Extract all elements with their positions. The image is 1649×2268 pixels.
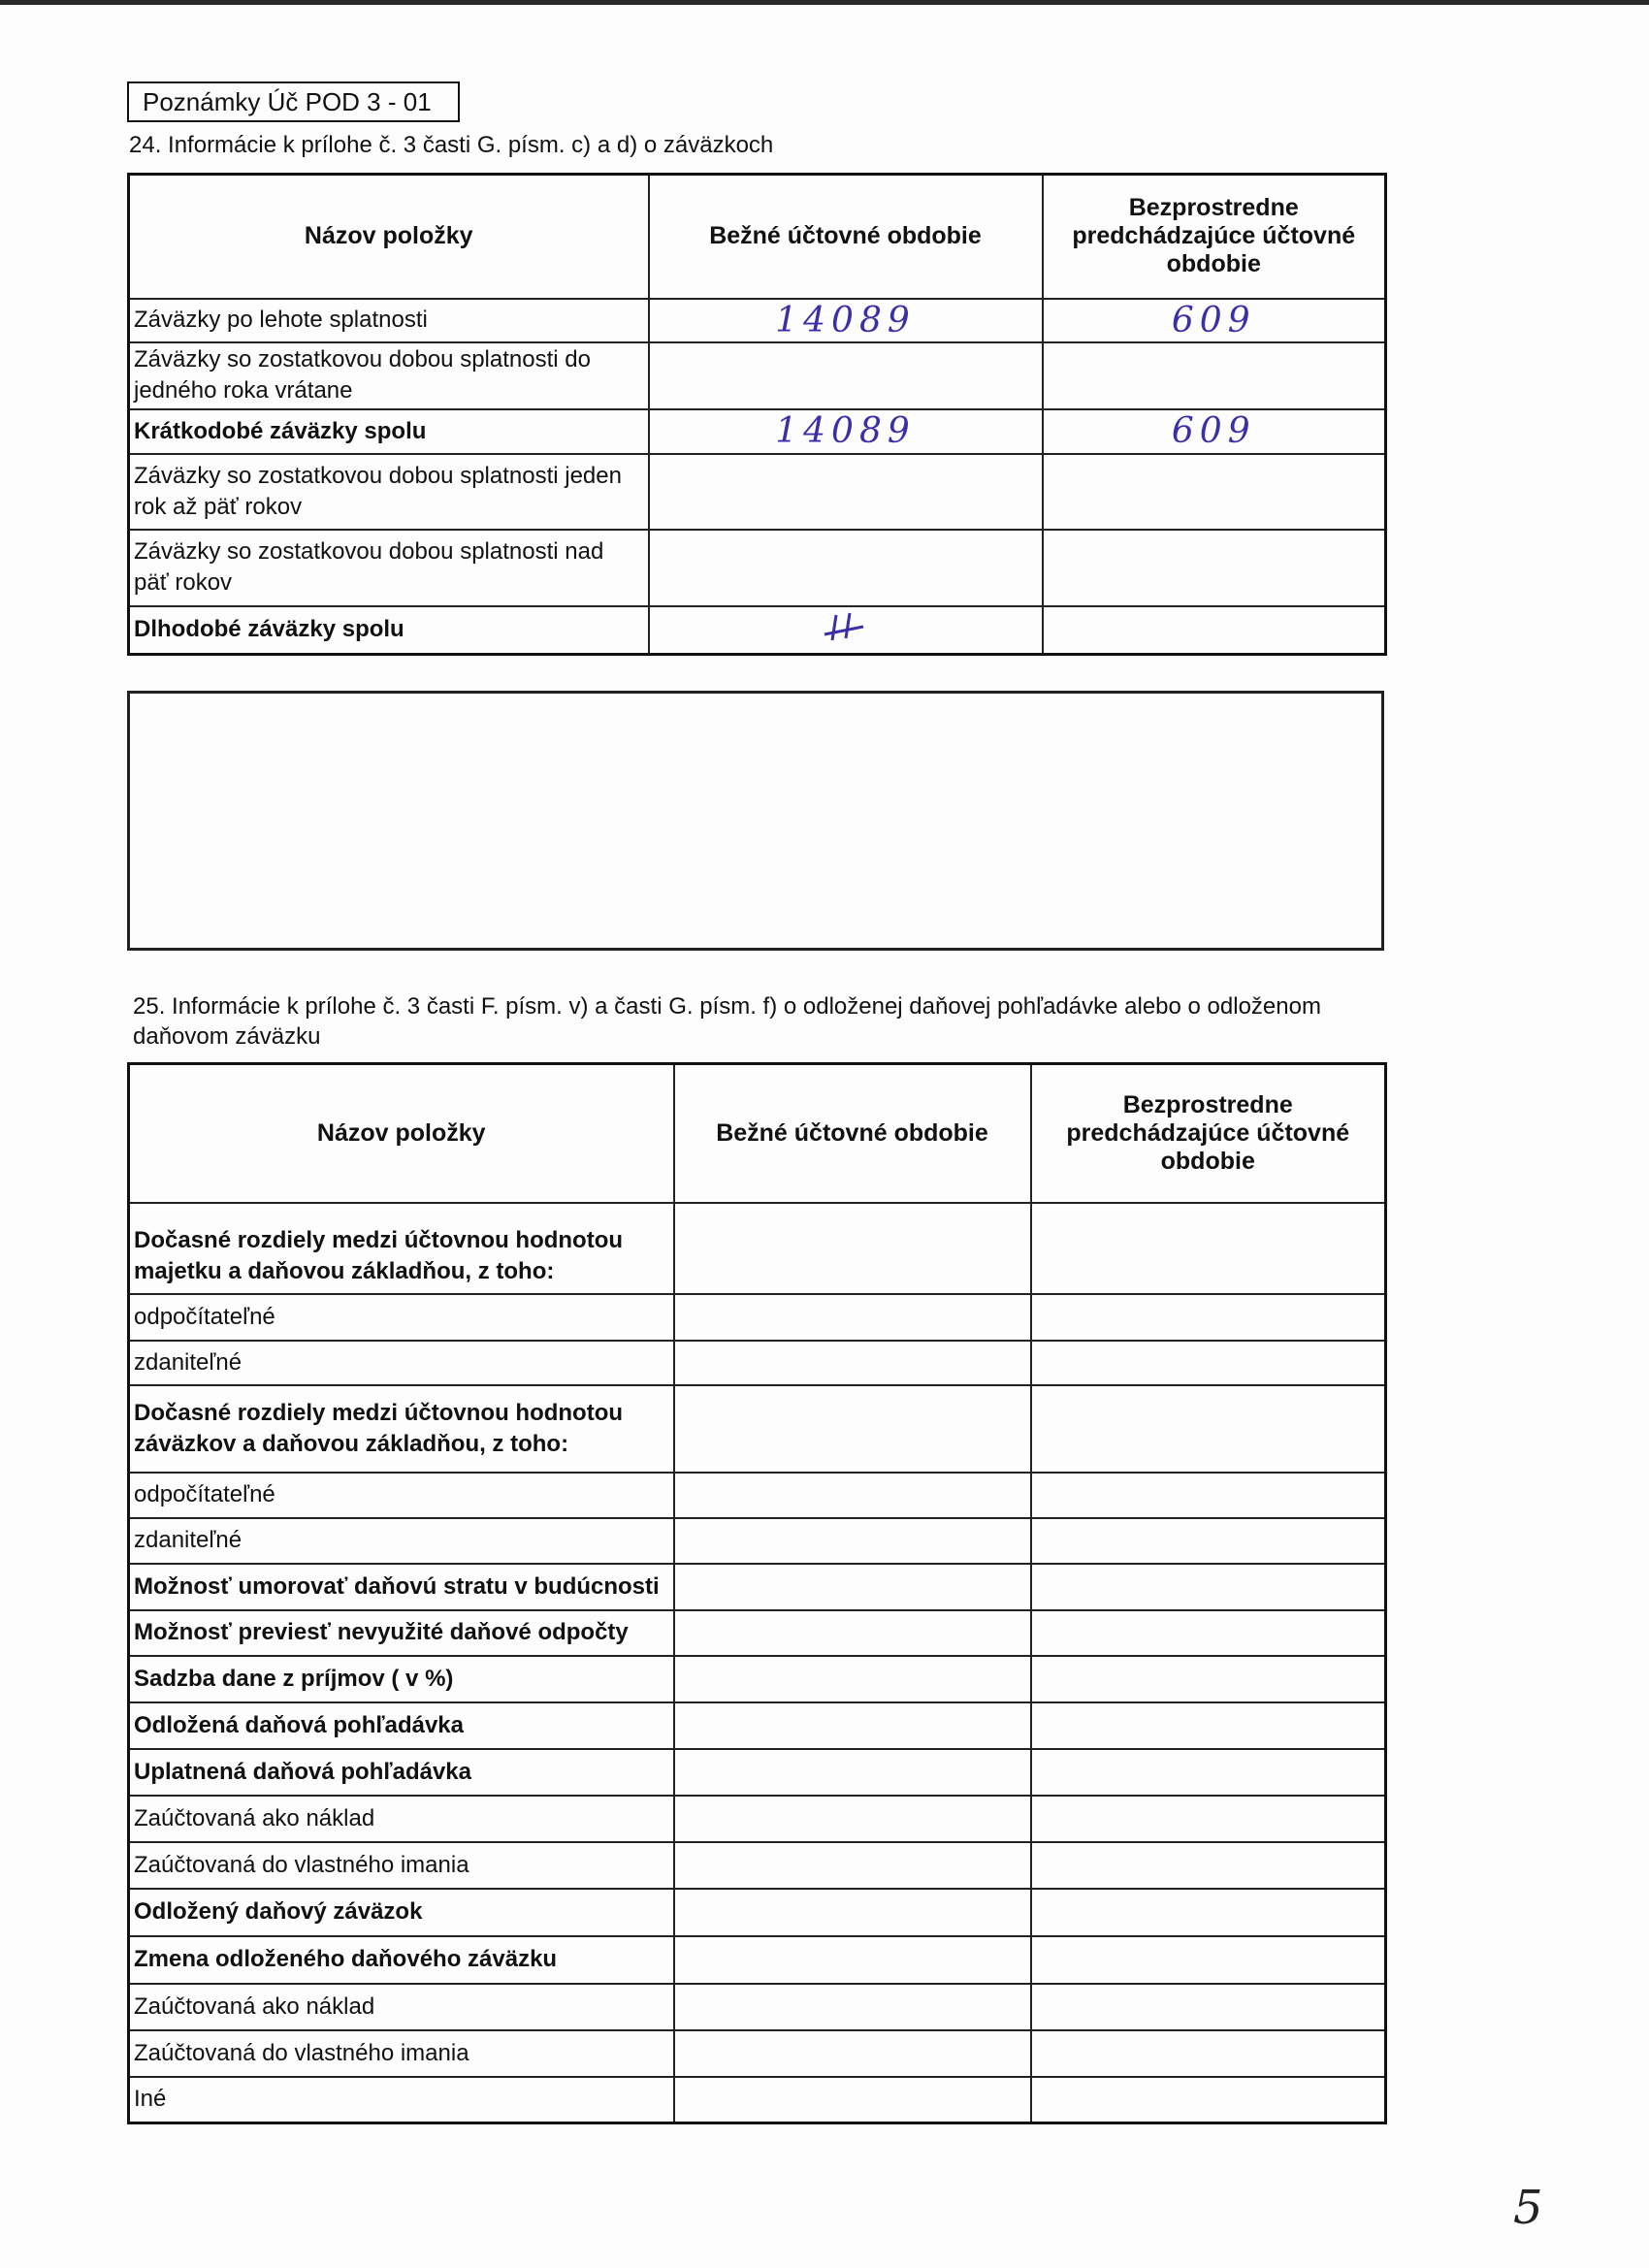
row-label: zdaniteľné xyxy=(129,1341,674,1385)
table-row xyxy=(129,454,1386,530)
value-cell xyxy=(674,1749,1031,1796)
table-row xyxy=(129,1610,1386,1656)
value-cell xyxy=(674,1203,1031,1294)
table-row xyxy=(129,606,1386,655)
table-row xyxy=(129,1796,1386,1842)
value-cell xyxy=(674,1936,1031,1984)
value-cell-crossed xyxy=(649,606,1043,655)
table-header-row xyxy=(129,175,1386,299)
scan-top-edge xyxy=(0,0,1649,5)
value-cell xyxy=(674,1796,1031,1842)
handwritten-value: 609 xyxy=(1043,299,1386,342)
row-label: odpočítateľné xyxy=(129,1473,674,1518)
value-cell xyxy=(674,1656,1031,1702)
table-liabilities xyxy=(127,173,1387,656)
value-cell xyxy=(674,1889,1031,1936)
value-cell xyxy=(1031,1796,1386,1842)
value-cell xyxy=(1031,1564,1386,1610)
value-cell xyxy=(1031,1341,1386,1385)
row-label: Odložená daňová pohľadávka xyxy=(129,1702,674,1749)
row-label: Zaúčtovaná ako náklad xyxy=(129,1984,674,2030)
table-row xyxy=(129,299,1386,342)
value-cell xyxy=(1031,1385,1386,1473)
row-label: Možnosť previesť nevyužité daňové odpočty xyxy=(129,1610,674,1656)
value-cell xyxy=(1031,1889,1386,1936)
table-row xyxy=(129,530,1386,606)
row-label: Dočasné rozdiely medzi účtovnou hodnotou záväzkov a daňovou základňou, z toho: xyxy=(129,1385,674,1473)
value-cell xyxy=(674,1702,1031,1749)
row-label: Dlhodobé záväzky spolu xyxy=(129,606,649,655)
handwritten-dash-mark xyxy=(807,607,885,646)
value-cell xyxy=(1043,530,1386,606)
handwritten-value: 14089 xyxy=(649,409,1043,454)
notes-box xyxy=(127,691,1384,951)
value-cell xyxy=(674,1473,1031,1518)
table-deferred-tax xyxy=(127,1062,1387,2124)
value-cell xyxy=(1031,1702,1386,1749)
section-25-caption-line1: 25. Informácie k prílohe č. 3 časti F. písm. v) a časti G. písm. f) o odloženej daňovej pohľadávke alebo o odloženom xyxy=(133,993,1321,1020)
handwritten-value: 609 xyxy=(1043,409,1386,454)
section-25-caption-line2: daňovom záväzku xyxy=(133,1023,321,1050)
table-row xyxy=(129,2030,1386,2077)
value-cell xyxy=(1043,454,1386,530)
form-title: Poznámky Úč POD 3 - 01 xyxy=(127,81,460,122)
table-row xyxy=(129,1564,1386,1610)
row-label: Záväzky po lehote splatnosti xyxy=(129,299,649,342)
column-header-name: Názov položky xyxy=(129,175,649,299)
row-label: Záväzky so zostatkovou dobou splatnosti jeden rok až päť rokov xyxy=(129,454,649,530)
table-row xyxy=(129,1842,1386,1889)
column-header-current: Bežné účtovné obdobie xyxy=(674,1064,1031,1203)
table-row xyxy=(129,1656,1386,1702)
value-cell xyxy=(674,1385,1031,1473)
value-cell xyxy=(1031,1294,1386,1341)
table-row xyxy=(129,1749,1386,1796)
page-number: 5 xyxy=(1513,2181,1543,2235)
table-row xyxy=(129,1984,1386,2030)
row-label: Uplatnená daňová pohľadávka xyxy=(129,1749,674,1796)
row-label: zdaniteľné xyxy=(129,1518,674,1564)
table-row xyxy=(129,1518,1386,1564)
column-header-current: Bežné účtovné obdobie xyxy=(649,175,1043,299)
row-label: Možnosť umorovať daňovú stratu v budúcnosti xyxy=(129,1564,674,1610)
row-label: Dočasné rozdiely medzi účtovnou hodnotou majetku a daňovou základňou, z toho: xyxy=(129,1203,674,1294)
value-cell xyxy=(674,1842,1031,1889)
table-row xyxy=(129,342,1386,409)
column-header-name: Názov položky xyxy=(129,1064,674,1203)
value-cell xyxy=(649,342,1043,409)
value-cell xyxy=(1031,1203,1386,1294)
value-cell xyxy=(1031,1473,1386,1518)
table-row xyxy=(129,1341,1386,1385)
row-label: Iné xyxy=(129,2077,674,2123)
row-label: Zaúčtovaná do vlastného imania xyxy=(129,2030,674,2077)
value-cell xyxy=(674,1518,1031,1564)
column-header-previous: Bezprostredne predchádzajúce účtovné obdobie xyxy=(1043,175,1386,299)
value-cell xyxy=(1031,1984,1386,2030)
table-header-row xyxy=(129,1064,1386,1203)
value-cell xyxy=(649,454,1043,530)
value-cell xyxy=(674,1984,1031,2030)
value-cell xyxy=(1043,342,1386,409)
row-label: Zaúčtovaná do vlastného imania xyxy=(129,1842,674,1889)
value-cell xyxy=(1031,1842,1386,1889)
value-cell xyxy=(1031,1749,1386,1796)
value-cell xyxy=(674,1294,1031,1341)
value-cell xyxy=(649,530,1043,606)
table-row xyxy=(129,1702,1386,1749)
table-row xyxy=(129,1385,1386,1473)
table-row xyxy=(129,1936,1386,1984)
value-cell xyxy=(674,2030,1031,2077)
section-24-caption: 24. Informácie k prílohe č. 3 časti G. písm. c) a d) o záväzkoch xyxy=(129,132,774,158)
table-row xyxy=(129,2077,1386,2123)
table-row xyxy=(129,1473,1386,1518)
row-label: Zmena odloženého daňového záväzku xyxy=(129,1936,674,1984)
value-cell xyxy=(1031,1610,1386,1656)
row-label: odpočítateľné xyxy=(129,1294,674,1341)
value-cell xyxy=(674,1610,1031,1656)
value-cell xyxy=(674,2077,1031,2123)
handwritten-value: 14089 xyxy=(649,299,1043,342)
table-row xyxy=(129,1889,1386,1936)
row-label: Zaúčtovaná ako náklad xyxy=(129,1796,674,1842)
value-cell xyxy=(674,1341,1031,1385)
value-cell xyxy=(1031,1936,1386,1984)
value-cell xyxy=(1043,606,1386,655)
table-row xyxy=(129,1203,1386,1294)
table-row xyxy=(129,409,1386,454)
value-cell xyxy=(674,1564,1031,1610)
value-cell xyxy=(1031,2077,1386,2123)
table-row xyxy=(129,1294,1386,1341)
row-label: Sadzba dane z príjmov ( v %) xyxy=(129,1656,674,1702)
value-cell xyxy=(1031,1656,1386,1702)
value-cell xyxy=(1031,2030,1386,2077)
column-header-previous: Bezprostredne predchádzajúce účtovné obdobie xyxy=(1031,1064,1386,1203)
row-label: Krátkodobé záväzky spolu xyxy=(129,409,649,454)
value-cell xyxy=(1031,1518,1386,1564)
row-label: Odložený daňový záväzok xyxy=(129,1889,674,1936)
row-label: Záväzky so zostatkovou dobou splatnosti nad päť rokov xyxy=(129,530,649,606)
row-label: Záväzky so zostatkovou dobou splatnosti do jedného roka vrátane xyxy=(129,342,649,409)
